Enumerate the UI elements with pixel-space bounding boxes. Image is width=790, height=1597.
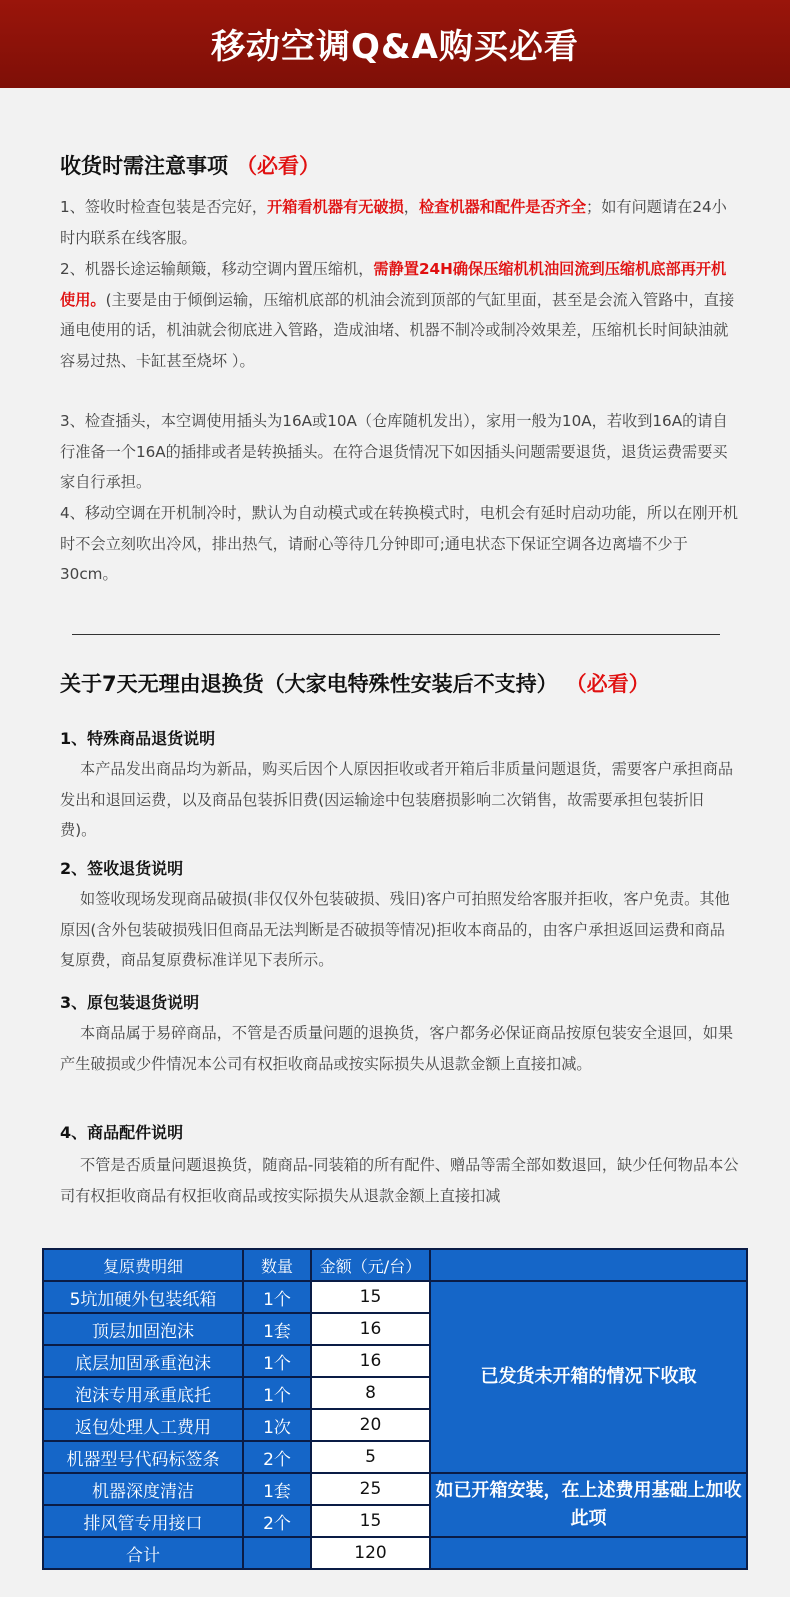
fee-qty: 1次 (243, 1409, 311, 1441)
policy-item-text: 不管是否质量问题退换货，随商品-同装箱的所有配件、赠品等需全部如数退回，缺少任何物品本公司有权拒收商品有权拒收商品或按实际损失从退款金额上直接扣减 (60, 1156, 739, 1205)
fee-amount: 16 (311, 1345, 430, 1377)
section-divider (72, 634, 720, 635)
policy-item-text: 本产品发出商品均为新品，购买后因个人原因拒收或者开箱后非质量问题退货，需要客户承担商品发出和退回运费，以及商品包装拆旧费(因运输途中包装磨损影响二次销售，故需要承担包装折旧费)。 (60, 760, 734, 839)
section-title-receiving (60, 150, 320, 180)
column-header-amount: 金额（元/台） (311, 1249, 430, 1281)
total-label: 合计 (43, 1537, 243, 1569)
fee-amount: 8 (311, 1377, 430, 1409)
table-row (43, 1281, 747, 1313)
fee-qty: 2个 (243, 1441, 311, 1473)
fee-amount: 25 (311, 1473, 430, 1505)
fee-amount: 15 (311, 1505, 430, 1537)
fee-qty: 1套 (243, 1473, 311, 1505)
fee-qty: 1套 (243, 1313, 311, 1345)
fee-amount: 5 (311, 1441, 430, 1473)
total-qty-blank (243, 1537, 311, 1569)
table-header-row (43, 1249, 747, 1281)
note-unopened: 已发货未开箱的情况下收取 (430, 1281, 747, 1473)
column-header-qty: 数量 (243, 1249, 311, 1281)
receiving-note-4: 4、移动空调在开机制冷时，默认为自动模式或在转换模式时，电机会有延时启动功能，所以在刚开机时不会立刻吹出冷风，排出热气，请耐心等待几分钟即可;通电状态下保证空调各边离墙不少于30cm。 (60, 504, 738, 583)
receiving-note-1: 1、签收时检查包装是否完好，开箱看机器有无破损，检查机器和配件是否齐全；如有问题请在24小时内联系在线客服。 (60, 198, 727, 247)
policy-item-text: 如签收现场发现商品破损(非仅仅外包装破损、残旧)客户可拍照发给客服并拒收，客户免责。其他原因(含外包装破损残旧但商品无法判断是否破损等情况)拒收本商品的，由客户承担返回运费和商品复原费，商品复原费标准详见下表所示。 (60, 890, 730, 969)
policy-item-text: 本商品属于易碎商品，不管是否质量问题的退换货，客户都务必保证商品按原包装安全退回，如果产生破损或少件情况本公司有权拒收商品或按实际损失从退款金额上直接扣减。 (60, 1024, 734, 1073)
fee-item: 机器深度清洁 (43, 1473, 243, 1505)
fee-amount: 16 (311, 1313, 430, 1345)
table-row (43, 1473, 747, 1505)
section-title-text: 收货时需注意事项 (60, 154, 228, 178)
fee-qty: 1个 (243, 1345, 311, 1377)
policy-item-title: 2、签收退货说明 (60, 859, 184, 878)
table-total-row (43, 1537, 747, 1569)
fee-item: 机器型号代码标签条 (43, 1441, 243, 1473)
fee-item: 底层加固承重泡沫 (43, 1345, 243, 1377)
fee-item: 返包处理人工费用 (43, 1409, 243, 1441)
note-opened: 如已开箱安装，在上述费用基础上加收此项 (430, 1473, 747, 1537)
must-read-tag: （必看） (236, 154, 320, 178)
section-title-return-policy (60, 668, 650, 698)
column-header-item: 复原费明细 (43, 1249, 243, 1281)
fee-qty: 1个 (243, 1377, 311, 1409)
fee-amount: 15 (311, 1281, 430, 1313)
fee-item: 排风管专用接口 (43, 1505, 243, 1537)
restoration-fee-table (42, 1248, 748, 1570)
must-read-tag: （必看） (565, 672, 650, 696)
fee-item: 5坑加硬外包装纸箱 (43, 1281, 243, 1313)
blank-cell (430, 1537, 747, 1569)
fee-item: 顶层加固泡沫 (43, 1313, 243, 1345)
fee-amount: 20 (311, 1409, 430, 1441)
fee-qty: 1个 (243, 1281, 311, 1313)
policy-item-title: 4、商品配件说明 (60, 1123, 184, 1142)
section-title-text: 关于7天无理由退换货（大家电特殊性安装后不支持） (60, 672, 558, 696)
policy-item-title: 1、特殊商品退货说明 (60, 729, 216, 748)
fee-item: 泡沫专用承重底托 (43, 1377, 243, 1409)
page-header (0, 0, 790, 88)
receiving-note-2: 2、机器长途运输颠簸，移动空调内置压缩机，需静置24H确保压缩机机油回流到压缩机底部再开机使用。(主要是由于倾倒运输，压缩机底部的机油会流到顶部的气缸里面，甚至是会流入管路中，直接通电使用的话，机油就会彻底进入管路，造成油堵、机器不制冷或制冷效果差，压缩机长时间缺油就容易过热、卡缸甚至烧坏 ）。 (60, 260, 735, 370)
total-amount: 120 (311, 1537, 430, 1569)
fee-qty: 2个 (243, 1505, 311, 1537)
page-title: 移动空调Q&A购买必看 (211, 27, 579, 67)
policy-item-title: 3、原包装退货说明 (60, 993, 200, 1012)
receiving-note-3: 3、检查插头，本空调使用插头为16A或10A（仓库随机发出），家用一般为10A，若收到16A的请自行准备一个16A的插排或者是转换插头。在符合退货情况下如因插头问题需要退货，退货运费需要买家自行承担。 (60, 412, 728, 491)
blank-cell (430, 1249, 747, 1281)
